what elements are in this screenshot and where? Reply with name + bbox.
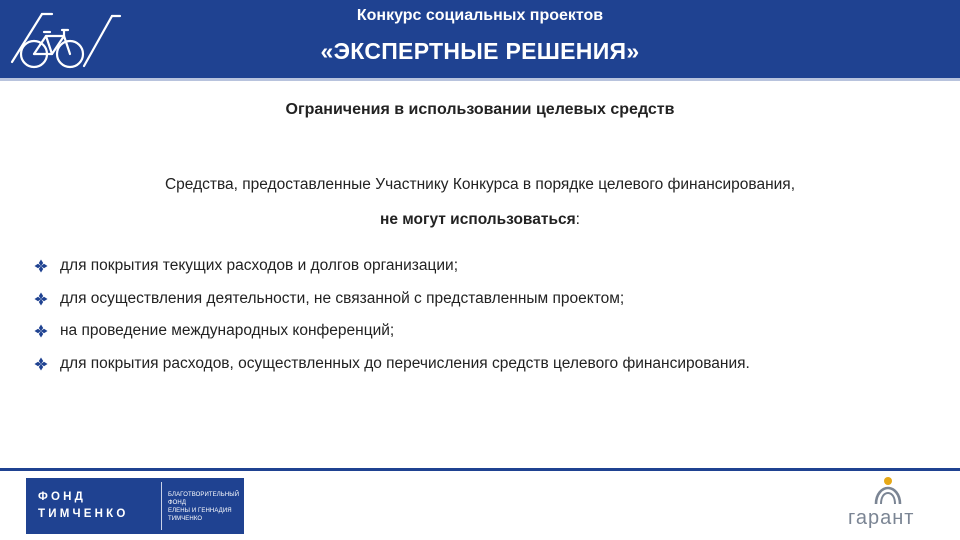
fund-name bbox=[38, 489, 129, 523]
fund-desc-line2: ЕЛЕНЫ И ГЕННАДИЯ bbox=[168, 508, 232, 514]
diamond-bullet-icon bbox=[34, 292, 48, 306]
emphasis-line bbox=[0, 211, 960, 229]
list-item-text: для покрытия текущих расходов и долгов организации; bbox=[60, 257, 458, 274]
diamond-bullet-icon bbox=[34, 259, 48, 273]
diamond-bullet-icon bbox=[34, 324, 48, 338]
list-item bbox=[34, 321, 934, 341]
list-item-text: для осуществления деятельности, не связанной с представленным проектом; bbox=[60, 289, 625, 307]
list-item bbox=[34, 256, 934, 276]
list-item-text: на проведение международных конференций; bbox=[60, 322, 395, 339]
fund-name-line2: ТИМЧЕНКО bbox=[38, 508, 129, 520]
fund-name-line1: ФОНД bbox=[38, 491, 87, 503]
fund-desc-line3: ТИМЧЕНКО bbox=[168, 516, 203, 522]
contest-title: «ЭКСПЕРТНЫЕ РЕШЕНИЯ» bbox=[320, 38, 640, 64]
list-item bbox=[34, 289, 934, 309]
fund-divider bbox=[161, 482, 162, 530]
header-rule bbox=[0, 78, 960, 81]
fund-desc-line1: БЛАГОТВОРИТЕЛЬНЫЙ ФОНД bbox=[168, 492, 240, 506]
emphasis-text: не могут использоваться bbox=[380, 211, 576, 228]
list-item-text: для покрытия расходов, осуществленных до перечисления средств целевого финансирования. bbox=[60, 354, 750, 372]
garant-wordmark: гарант bbox=[848, 507, 915, 529]
timchenko-fund-logo bbox=[26, 478, 244, 534]
intro-text: Средства, предоставленные Участнику Конкурса в порядке целевого финансирования, bbox=[164, 176, 796, 193]
fund-description bbox=[168, 491, 244, 523]
diamond-bullet-icon bbox=[34, 357, 48, 371]
emphasis-suffix: : bbox=[575, 211, 580, 228]
list-item bbox=[34, 354, 934, 374]
contest-subtitle: Конкурс социальных проектов bbox=[356, 7, 604, 24]
slide-title: Ограничения в использовании целевых средств bbox=[285, 101, 675, 118]
restrictions-list bbox=[34, 256, 934, 386]
footer-rule bbox=[0, 468, 960, 471]
